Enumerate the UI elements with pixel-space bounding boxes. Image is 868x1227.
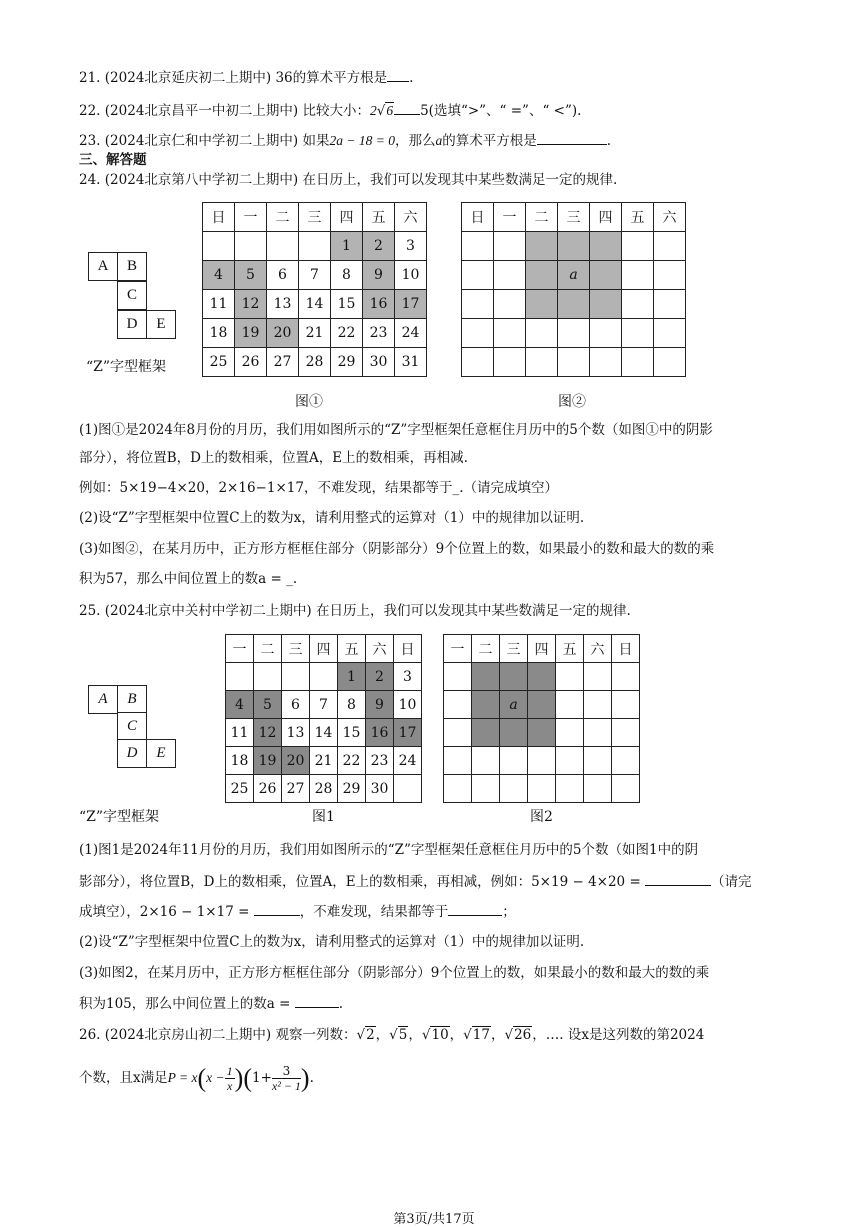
q25-part2: (2)设“Z”字型框架中位置C上的数为x，请利用整式的运算对（1）中的规律加以证明.: [79, 934, 585, 950]
calendar-cell: [462, 290, 494, 319]
question-24: 24. (2024北京第八中学初二上期中) 在日历上，我们可以发现其中某些数满足一定的规律.: [79, 172, 618, 188]
calendar-cell: 22: [331, 319, 363, 348]
calendar-cell: 23: [363, 319, 395, 348]
calendar-cell: 8: [338, 691, 366, 719]
calendar-cell: 24: [395, 319, 427, 348]
calendar-cell: [528, 691, 556, 719]
calendar-cell: 11: [226, 719, 254, 747]
q24-part3-line1: (3)如图②，在某月历中，正方形方框框住部分（阴影部分）9个位置上的数，如果最小的数和最大的数的乘: [79, 541, 715, 557]
calendar-cell: [299, 232, 331, 261]
calendar-cell: [558, 290, 590, 319]
weekday-header: 二: [267, 203, 299, 232]
calendar-cell: 26: [254, 775, 282, 803]
calendar-cell: [444, 775, 472, 803]
calendar-cell: [472, 691, 500, 719]
calendar-cell: 18: [203, 319, 235, 348]
weekday-header: 三: [500, 635, 528, 663]
calendar-cell: [494, 232, 526, 261]
calendar-cell: 16: [363, 290, 395, 319]
calendar-cell: 13: [282, 719, 310, 747]
calendar-cell: 21: [299, 319, 331, 348]
calendar-cell: [558, 232, 590, 261]
weekday-header: 一: [444, 635, 472, 663]
calendar-cell: 24: [394, 747, 422, 775]
calendar-cell: [590, 319, 622, 348]
q24-figure-1-caption: 图①: [295, 394, 323, 410]
calendar-cell: 6: [267, 261, 299, 290]
calendar-cell: 5: [254, 691, 282, 719]
q25-part1-line2: 影部分），将位置B，D上的数相乘，位置A，E上的数相乘，再相减，例如：5×19 − 4×20 = （请完: [79, 871, 752, 892]
calendar-cell: 9: [363, 261, 395, 290]
calendar-cell: [612, 691, 640, 719]
calendar-cell: [612, 775, 640, 803]
calendar-cell: [556, 691, 584, 719]
calendar-cell: 11: [203, 290, 235, 319]
calendar-cell: [622, 319, 654, 348]
calendar-cell: 21: [310, 747, 338, 775]
z-frame-caption: “Z”字型框架: [79, 809, 160, 825]
calendar-cell: 29: [338, 775, 366, 803]
calendar-cell: [612, 747, 640, 775]
z-cell-b: B: [117, 252, 147, 281]
calendar-cell: [584, 747, 612, 775]
z-cell-a: A: [88, 685, 118, 714]
calendar-cell: 20: [267, 319, 299, 348]
z-cell-b: B: [117, 685, 147, 714]
calendar-cell: 1: [338, 663, 366, 691]
q25-figure-2-caption: 图2: [530, 809, 553, 825]
calendar-cell: [267, 232, 299, 261]
calendar-cell: [654, 319, 686, 348]
calendar-cell: [556, 719, 584, 747]
calendar-cell: 17: [394, 719, 422, 747]
calendar-cell: [528, 719, 556, 747]
calendar-cell: [622, 290, 654, 319]
calendar-cell: 26: [235, 348, 267, 377]
weekday-header: 四: [310, 635, 338, 663]
calendar-cell: [500, 775, 528, 803]
q24-part1-line2: 部分），将位置B，D上的数相乘，位置A，E上的数相乘，再相减.: [79, 450, 468, 466]
q25-calendar-2: [443, 634, 640, 803]
calendar-cell: [654, 290, 686, 319]
q24-part2: (2)设“Z”字型框架中位置C上的数为x，请利用整式的运算对（1）中的规律加以证明.: [79, 510, 585, 526]
calendar-cell: [500, 747, 528, 775]
calendar-cell: [590, 348, 622, 377]
calendar-cell: [590, 232, 622, 261]
calendar-cell: 6: [282, 691, 310, 719]
calendar-cell: 7: [310, 691, 338, 719]
calendar-cell: [254, 663, 282, 691]
calendar-cell: [654, 261, 686, 290]
weekday-header: 四: [590, 203, 622, 232]
calendar-cell: [444, 747, 472, 775]
calendar-cell: [558, 319, 590, 348]
calendar-cell: 31: [395, 348, 427, 377]
weekday-header: 日: [394, 635, 422, 663]
calendar-cell: [235, 232, 267, 261]
calendar-cell: [590, 261, 622, 290]
calendar-cell: [622, 232, 654, 261]
weekday-header: 日: [612, 635, 640, 663]
calendar-cell: [310, 663, 338, 691]
calendar-cell: 17: [395, 290, 427, 319]
calendar-cell: 14: [310, 719, 338, 747]
weekday-header: 二: [526, 203, 558, 232]
z-frame-caption: “Z”字型框架: [86, 359, 167, 375]
calendar-cell: 25: [203, 348, 235, 377]
weekday-header: 二: [472, 635, 500, 663]
calendar-cell: [494, 319, 526, 348]
weekday-header: 三: [299, 203, 331, 232]
calendar-cell: 30: [366, 775, 394, 803]
weekday-header: 五: [338, 635, 366, 663]
calendar-cell: [526, 319, 558, 348]
calendar-cell: [654, 232, 686, 261]
calendar-cell: [584, 719, 612, 747]
weekday-header: 一: [494, 203, 526, 232]
calendar-cell: 7: [299, 261, 331, 290]
calendar-cell: [556, 775, 584, 803]
question-21: 21. (2024北京延庆初二上期中) 36的算术平方根是 .: [79, 67, 413, 88]
question-26-line2: 个数，且x满足P = x(x − $\frac{1}{x}$ )(1+ $\frac{3}{\text{x² − 1}}$ ).: [79, 1063, 314, 1093]
calendar-cell: 19: [235, 319, 267, 348]
question-23: 23. (2024北京仁和中学初二上期中) 如果2a − 18 = 0，那么a的算术平方根是 .: [79, 130, 611, 151]
calendar-cell: [462, 261, 494, 290]
calendar-cell: [556, 663, 584, 691]
calendar-cell: [394, 775, 422, 803]
section-heading: 三、解答题: [79, 152, 147, 168]
weekday-header: 一: [226, 635, 254, 663]
calendar-cell: [494, 290, 526, 319]
calendar-cell: [226, 663, 254, 691]
weekday-header: 日: [462, 203, 494, 232]
calendar-cell: [472, 747, 500, 775]
calendar-cell: 28: [299, 348, 331, 377]
weekday-header: 三: [282, 635, 310, 663]
calendar-cell: a: [558, 261, 590, 290]
q25-part1-line1: (1)图1是2024年11月份的月历，我们用如图所示的“Z”字型框架任意框住月历中的5个数（如图1中的阴: [79, 842, 699, 858]
question-26: 26. (2024北京房山初二上期中) 观察一列数：√2，√5，√10，√17，√26，…. 设x是这列数的第2024: [79, 1027, 705, 1043]
calendar-cell: 15: [331, 290, 363, 319]
calendar-cell: [462, 319, 494, 348]
z-cell-e: E: [146, 739, 176, 768]
calendar-cell: 10: [395, 261, 427, 290]
weekday-header: 四: [331, 203, 363, 232]
calendar-cell: [462, 348, 494, 377]
q24-part1-line3: 例如：5×19−4×20，2×16−1×17，不难发现，结果都等于_.（请完成填空）: [79, 480, 558, 496]
calendar-cell: 8: [331, 261, 363, 290]
calendar-cell: 27: [282, 775, 310, 803]
calendar-cell: 25: [226, 775, 254, 803]
weekday-header: 五: [363, 203, 395, 232]
calendar-cell: [444, 663, 472, 691]
calendar-cell: [444, 691, 472, 719]
calendar-cell: [654, 348, 686, 377]
calendar-cell: 12: [235, 290, 267, 319]
calendar-cell: 4: [203, 261, 235, 290]
calendar-cell: [444, 719, 472, 747]
calendar-cell: 18: [226, 747, 254, 775]
calendar-cell: [528, 775, 556, 803]
calendar-cell: [472, 775, 500, 803]
calendar-cell: 29: [331, 348, 363, 377]
calendar-cell: [526, 261, 558, 290]
calendar-cell: [612, 719, 640, 747]
calendar-cell: 12: [254, 719, 282, 747]
calendar-cell: 22: [338, 747, 366, 775]
calendar-cell: [590, 290, 622, 319]
calendar-cell: 2: [366, 663, 394, 691]
z-cell-a: A: [88, 252, 118, 281]
calendar-cell: 20: [282, 747, 310, 775]
calendar-cell: 16: [366, 719, 394, 747]
q24-figure-2-caption: 图②: [558, 394, 586, 410]
weekday-header: 二: [254, 635, 282, 663]
calendar-cell: 19: [254, 747, 282, 775]
calendar-cell: [584, 691, 612, 719]
weekday-header: 六: [366, 635, 394, 663]
calendar-cell: [528, 747, 556, 775]
weekday-header: 五: [556, 635, 584, 663]
weekday-header: 一: [235, 203, 267, 232]
calendar-cell: 27: [267, 348, 299, 377]
calendar-cell: [612, 663, 640, 691]
calendar-cell: [526, 290, 558, 319]
calendar-cell: [622, 261, 654, 290]
sqrt-6: √6: [376, 103, 394, 119]
weekday-header: 日: [203, 203, 235, 232]
calendar-cell: 4: [226, 691, 254, 719]
calendar-cell: [556, 747, 584, 775]
weekday-header: 六: [395, 203, 427, 232]
q24-part3-line2: 积为57，那么中间位置上的数a = _.: [79, 571, 298, 587]
calendar-cell: a: [500, 691, 528, 719]
q24-part1-line1: (1)图①是2024年8月份的月历，我们用如图所示的“Z”字型框架任意框住月历中的5个数（如图①中的阴影: [79, 422, 713, 438]
calendar-cell: 10: [394, 691, 422, 719]
page-footer: 第3页/共17页: [393, 1212, 475, 1227]
calendar-cell: [500, 663, 528, 691]
calendar-cell: [584, 775, 612, 803]
z-cell-d: D: [117, 739, 147, 768]
calendar-cell: [282, 663, 310, 691]
weekday-header: 六: [654, 203, 686, 232]
q25-part3-line1: (3)如图2，在某月历中，正方形方框框住部分（阴影部分）9个位置上的数，如果最小的数和最大的数的乘: [79, 965, 710, 981]
calendar-cell: 3: [394, 663, 422, 691]
calendar-cell: 1: [331, 232, 363, 261]
calendar-cell: [622, 348, 654, 377]
q25-part1-line3: 成填空），2×16 − 1×17 = ，不难发现，结果都等于 ；: [79, 901, 516, 922]
calendar-cell: [494, 348, 526, 377]
calendar-cell: [526, 348, 558, 377]
calendar-cell: [472, 719, 500, 747]
calendar-cell: 15: [338, 719, 366, 747]
weekday-header: 六: [584, 635, 612, 663]
calendar-cell: [526, 232, 558, 261]
calendar-cell: [494, 261, 526, 290]
q24-calendar-2: [461, 202, 686, 377]
weekday-header: 四: [528, 635, 556, 663]
q24-calendar-1: [202, 202, 427, 377]
calendar-cell: [558, 348, 590, 377]
calendar-cell: 14: [299, 290, 331, 319]
q25-calendar-1: [225, 634, 422, 803]
calendar-cell: 9: [366, 691, 394, 719]
q25-part3-line2: 积为105，那么中间位置上的数a = .: [79, 993, 343, 1014]
calendar-cell: 3: [395, 232, 427, 261]
calendar-cell: 2: [363, 232, 395, 261]
calendar-cell: 28: [310, 775, 338, 803]
question-22: 22. (2024北京昌平一中初二上期中) 比较大小：2√6 5(选填“>”、“ =”、“ <”).: [79, 100, 581, 121]
weekday-header: 五: [622, 203, 654, 232]
calendar-cell: 13: [267, 290, 299, 319]
calendar-cell: [584, 663, 612, 691]
weekday-header: 三: [558, 203, 590, 232]
calendar-cell: [203, 232, 235, 261]
calendar-cell: 30: [363, 348, 395, 377]
calendar-cell: 23: [366, 747, 394, 775]
calendar-cell: 5: [235, 261, 267, 290]
calendar-cell: [462, 232, 494, 261]
z-cell-c: C: [117, 281, 147, 310]
question-25: 25. (2024北京中关村中学初二上期中) 在日历上，我们可以发现其中某些数满足一定的规律.: [79, 603, 631, 619]
z-cell-e: E: [146, 310, 176, 339]
q25-figure-1-caption: 图1: [312, 809, 335, 825]
calendar-cell: [472, 663, 500, 691]
z-cell-c: C: [117, 712, 147, 741]
z-cell-d: D: [117, 310, 147, 339]
calendar-cell: [528, 663, 556, 691]
calendar-cell: [500, 719, 528, 747]
